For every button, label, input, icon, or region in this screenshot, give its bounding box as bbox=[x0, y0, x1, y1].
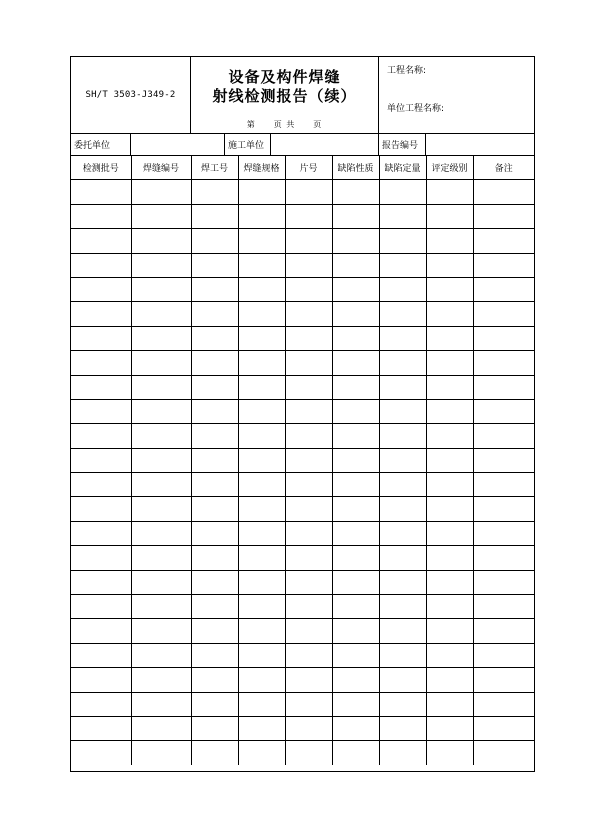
table-cell[interactable] bbox=[191, 277, 238, 301]
project-name-label: 工程名称: bbox=[387, 66, 427, 76]
table-row bbox=[71, 424, 534, 448]
table-cell[interactable] bbox=[426, 497, 473, 521]
table-cell[interactable] bbox=[426, 741, 473, 765]
table-cell[interactable] bbox=[285, 668, 332, 692]
table-cell[interactable] bbox=[191, 497, 238, 521]
table-cell[interactable] bbox=[332, 619, 379, 643]
table-row bbox=[71, 180, 534, 204]
table-cell[interactable] bbox=[71, 326, 131, 350]
table-cell[interactable] bbox=[71, 692, 131, 716]
table-row bbox=[71, 570, 534, 594]
table-cell[interactable] bbox=[379, 668, 426, 692]
table-row bbox=[71, 668, 534, 692]
table-cell[interactable] bbox=[131, 546, 191, 570]
table-cell[interactable] bbox=[285, 619, 332, 643]
table-cell[interactable] bbox=[238, 180, 285, 204]
report-form bbox=[70, 56, 535, 772]
table-cell[interactable] bbox=[379, 546, 426, 570]
sub-project-name-label: 单位工程名称: bbox=[387, 104, 445, 114]
table-cell[interactable] bbox=[473, 448, 534, 472]
table-cell[interactable] bbox=[71, 277, 131, 301]
table-row bbox=[71, 497, 534, 521]
table-cell[interactable] bbox=[473, 595, 534, 619]
table-cell[interactable] bbox=[332, 229, 379, 253]
table-cell[interactable] bbox=[473, 351, 534, 375]
column-header: 焊工号 bbox=[191, 156, 238, 180]
table-cell[interactable] bbox=[285, 399, 332, 423]
table-cell[interactable] bbox=[131, 277, 191, 301]
table-cell[interactable] bbox=[238, 619, 285, 643]
title-block bbox=[191, 57, 379, 133]
table-cell[interactable] bbox=[238, 375, 285, 399]
table-cell[interactable] bbox=[285, 692, 332, 716]
table-cell[interactable] bbox=[238, 302, 285, 326]
table-cell[interactable] bbox=[238, 229, 285, 253]
table-cell[interactable] bbox=[131, 619, 191, 643]
table-cell[interactable] bbox=[332, 351, 379, 375]
table-cell[interactable] bbox=[71, 716, 131, 740]
report-no-label: 报告编号 bbox=[379, 134, 426, 155]
table-cell[interactable] bbox=[332, 302, 379, 326]
table-cell[interactable] bbox=[191, 668, 238, 692]
table-cell[interactable] bbox=[426, 716, 473, 740]
table-cell[interactable] bbox=[426, 546, 473, 570]
table-cell[interactable] bbox=[426, 692, 473, 716]
table-cell[interactable] bbox=[238, 741, 285, 765]
table-cell[interactable] bbox=[238, 668, 285, 692]
table-cell[interactable] bbox=[71, 521, 131, 545]
table-cell[interactable] bbox=[426, 399, 473, 423]
table-cell[interactable] bbox=[473, 497, 534, 521]
table-cell[interactable] bbox=[379, 351, 426, 375]
table-cell[interactable] bbox=[426, 253, 473, 277]
table-cell[interactable] bbox=[473, 253, 534, 277]
table-cell[interactable] bbox=[71, 204, 131, 228]
table-row bbox=[71, 229, 534, 253]
table-cell[interactable] bbox=[191, 253, 238, 277]
table-cell[interactable] bbox=[285, 741, 332, 765]
table-cell[interactable] bbox=[426, 277, 473, 301]
table-header-row bbox=[71, 156, 534, 180]
table-cell[interactable] bbox=[473, 180, 534, 204]
table-cell[interactable] bbox=[191, 570, 238, 594]
table-cell[interactable] bbox=[379, 595, 426, 619]
table-cell[interactable] bbox=[131, 204, 191, 228]
table-cell[interactable] bbox=[332, 668, 379, 692]
table-cell[interactable] bbox=[473, 424, 534, 448]
table-cell[interactable] bbox=[238, 326, 285, 350]
table-cell[interactable] bbox=[332, 180, 379, 204]
table-cell[interactable] bbox=[379, 399, 426, 423]
table-cell[interactable] bbox=[191, 448, 238, 472]
table-cell[interactable] bbox=[131, 570, 191, 594]
table-cell[interactable] bbox=[131, 448, 191, 472]
table-cell[interactable] bbox=[191, 692, 238, 716]
form-title-line2: 射线检测报告（续） bbox=[212, 87, 357, 105]
table-cell[interactable] bbox=[332, 424, 379, 448]
table-cell[interactable] bbox=[238, 253, 285, 277]
table-row bbox=[71, 399, 534, 423]
table-row bbox=[71, 473, 534, 497]
table-cell[interactable] bbox=[426, 351, 473, 375]
table-cell[interactable] bbox=[332, 204, 379, 228]
table-cell[interactable] bbox=[71, 229, 131, 253]
table-cell[interactable] bbox=[379, 692, 426, 716]
table-cell[interactable] bbox=[379, 741, 426, 765]
table-row bbox=[71, 326, 534, 350]
table-cell[interactable] bbox=[238, 399, 285, 423]
table-cell[interactable] bbox=[285, 716, 332, 740]
table-cell[interactable] bbox=[426, 521, 473, 545]
table-cell[interactable] bbox=[426, 643, 473, 667]
table-cell[interactable] bbox=[285, 351, 332, 375]
table-cell[interactable] bbox=[191, 424, 238, 448]
table-cell[interactable] bbox=[191, 180, 238, 204]
column-header: 评定级别 bbox=[426, 156, 473, 180]
table-row bbox=[71, 351, 534, 375]
table-row bbox=[71, 375, 534, 399]
table-cell[interactable] bbox=[285, 570, 332, 594]
table-cell[interactable] bbox=[426, 424, 473, 448]
table-cell[interactable] bbox=[71, 399, 131, 423]
table-cell[interactable] bbox=[71, 375, 131, 399]
table-cell[interactable] bbox=[131, 424, 191, 448]
table-cell[interactable] bbox=[131, 180, 191, 204]
table-cell[interactable] bbox=[71, 302, 131, 326]
table-cell[interactable] bbox=[131, 716, 191, 740]
table-cell[interactable] bbox=[426, 180, 473, 204]
table-cell[interactable] bbox=[426, 326, 473, 350]
table-cell[interactable] bbox=[379, 253, 426, 277]
table-cell[interactable] bbox=[238, 473, 285, 497]
table-row bbox=[71, 595, 534, 619]
table-cell[interactable] bbox=[332, 546, 379, 570]
table-cell[interactable] bbox=[332, 399, 379, 423]
table-cell[interactable] bbox=[379, 716, 426, 740]
table-cell[interactable] bbox=[473, 302, 534, 326]
table-cell[interactable] bbox=[473, 375, 534, 399]
table-cell[interactable] bbox=[332, 448, 379, 472]
table-cell[interactable] bbox=[379, 473, 426, 497]
client-label: 委托单位 bbox=[71, 134, 131, 155]
table-cell[interactable] bbox=[191, 326, 238, 350]
table-cell[interactable] bbox=[473, 643, 534, 667]
table-cell[interactable] bbox=[131, 302, 191, 326]
table-cell[interactable] bbox=[238, 424, 285, 448]
column-header: 缺陷定量 bbox=[379, 156, 426, 180]
column-header: 检测批号 bbox=[71, 156, 131, 180]
table-cell[interactable] bbox=[131, 326, 191, 350]
table-row bbox=[71, 253, 534, 277]
table-cell[interactable] bbox=[332, 741, 379, 765]
table-cell[interactable] bbox=[238, 497, 285, 521]
table-cell[interactable] bbox=[379, 204, 426, 228]
table-row bbox=[71, 741, 534, 765]
table-cell[interactable] bbox=[191, 302, 238, 326]
column-header: 片号 bbox=[285, 156, 332, 180]
table-cell[interactable] bbox=[379, 277, 426, 301]
table-cell[interactable] bbox=[285, 595, 332, 619]
table-cell[interactable] bbox=[285, 424, 332, 448]
form-title-line1: 设备及构件焊缝 bbox=[228, 68, 341, 86]
table-cell[interactable] bbox=[379, 424, 426, 448]
column-header: 备注 bbox=[473, 156, 534, 180]
standard-code: SH/T 3503-J349-2 bbox=[71, 57, 191, 133]
table-cell[interactable] bbox=[426, 473, 473, 497]
table-cell[interactable] bbox=[285, 497, 332, 521]
table-cell[interactable] bbox=[426, 302, 473, 326]
report-no-field[interactable] bbox=[426, 134, 534, 155]
table-cell[interactable] bbox=[191, 229, 238, 253]
table-cell[interactable] bbox=[473, 716, 534, 740]
table-cell[interactable] bbox=[332, 716, 379, 740]
table-cell[interactable] bbox=[379, 326, 426, 350]
table-cell[interactable] bbox=[238, 521, 285, 545]
table-cell[interactable] bbox=[473, 668, 534, 692]
table-cell[interactable] bbox=[379, 521, 426, 545]
table-cell[interactable] bbox=[332, 253, 379, 277]
table-cell[interactable] bbox=[71, 497, 131, 521]
table-row bbox=[71, 546, 534, 570]
table-cell[interactable] bbox=[285, 546, 332, 570]
table-cell[interactable] bbox=[238, 716, 285, 740]
table-cell[interactable] bbox=[379, 180, 426, 204]
table-row bbox=[71, 448, 534, 472]
form-header bbox=[71, 57, 534, 133]
table-cell[interactable] bbox=[332, 643, 379, 667]
table-row bbox=[71, 692, 534, 716]
constructor-field[interactable] bbox=[271, 134, 379, 155]
table-cell[interactable] bbox=[285, 643, 332, 667]
table-cell[interactable] bbox=[473, 741, 534, 765]
table-cell[interactable] bbox=[191, 399, 238, 423]
table-row bbox=[71, 521, 534, 545]
table-cell[interactable] bbox=[131, 668, 191, 692]
table-cell[interactable] bbox=[285, 180, 332, 204]
table-cell[interactable] bbox=[191, 351, 238, 375]
table-cell[interactable] bbox=[285, 277, 332, 301]
table-cell[interactable] bbox=[131, 692, 191, 716]
table-cell[interactable] bbox=[285, 448, 332, 472]
table-cell[interactable] bbox=[71, 351, 131, 375]
table-cell[interactable] bbox=[332, 473, 379, 497]
table-cell[interactable] bbox=[473, 570, 534, 594]
table-cell[interactable] bbox=[131, 351, 191, 375]
table-cell[interactable] bbox=[71, 424, 131, 448]
table-cell[interactable] bbox=[71, 619, 131, 643]
table-cell[interactable] bbox=[379, 570, 426, 594]
column-header: 焊缝规格 bbox=[238, 156, 285, 180]
table-cell[interactable] bbox=[238, 546, 285, 570]
table-cell[interactable] bbox=[71, 643, 131, 667]
page-indicator: 第 页 共 页 bbox=[246, 120, 323, 129]
table-cell[interactable] bbox=[426, 595, 473, 619]
table-cell[interactable] bbox=[238, 448, 285, 472]
table-cell[interactable] bbox=[332, 595, 379, 619]
table-row bbox=[71, 716, 534, 740]
table-cell[interactable] bbox=[332, 692, 379, 716]
table-cell[interactable] bbox=[473, 692, 534, 716]
table-cell[interactable] bbox=[473, 277, 534, 301]
table-cell[interactable] bbox=[285, 229, 332, 253]
table-cell[interactable] bbox=[131, 399, 191, 423]
table-cell[interactable] bbox=[379, 643, 426, 667]
table-cell[interactable] bbox=[426, 229, 473, 253]
table-cell[interactable] bbox=[131, 521, 191, 545]
table-cell[interactable] bbox=[71, 253, 131, 277]
info-row bbox=[71, 133, 534, 155]
table-cell[interactable] bbox=[131, 643, 191, 667]
table-cell[interactable] bbox=[473, 473, 534, 497]
table-cell[interactable] bbox=[285, 326, 332, 350]
table-cell[interactable] bbox=[332, 570, 379, 594]
table-cell[interactable] bbox=[131, 253, 191, 277]
table-cell[interactable] bbox=[71, 473, 131, 497]
table-cell[interactable] bbox=[238, 643, 285, 667]
table-cell[interactable] bbox=[379, 229, 426, 253]
table-cell[interactable] bbox=[285, 302, 332, 326]
table-cell[interactable] bbox=[426, 668, 473, 692]
table-cell[interactable] bbox=[191, 595, 238, 619]
table-cell[interactable] bbox=[191, 473, 238, 497]
table-cell[interactable] bbox=[379, 619, 426, 643]
inspection-table bbox=[71, 155, 534, 765]
constructor-label: 施工单位 bbox=[225, 134, 271, 155]
table-cell[interactable] bbox=[473, 546, 534, 570]
table-cell[interactable] bbox=[131, 497, 191, 521]
table-cell[interactable] bbox=[332, 277, 379, 301]
table-cell[interactable] bbox=[191, 741, 238, 765]
table-row bbox=[71, 277, 534, 301]
table-cell[interactable] bbox=[71, 448, 131, 472]
table-cell[interactable] bbox=[285, 375, 332, 399]
table-cell[interactable] bbox=[131, 741, 191, 765]
table-cell[interactable] bbox=[131, 595, 191, 619]
table-cell[interactable] bbox=[379, 497, 426, 521]
table-cell[interactable] bbox=[71, 546, 131, 570]
table-row bbox=[71, 302, 534, 326]
table-cell[interactable] bbox=[238, 570, 285, 594]
table-cell[interactable] bbox=[71, 741, 131, 765]
table-cell[interactable] bbox=[191, 716, 238, 740]
table-cell[interactable] bbox=[191, 521, 238, 545]
table-row bbox=[71, 204, 534, 228]
table-cell[interactable] bbox=[473, 326, 534, 350]
column-header: 缺陷性质 bbox=[332, 156, 379, 180]
table-cell[interactable] bbox=[191, 619, 238, 643]
table-cell[interactable] bbox=[238, 351, 285, 375]
table-cell[interactable] bbox=[238, 595, 285, 619]
table-cell[interactable] bbox=[426, 619, 473, 643]
table-cell[interactable] bbox=[131, 375, 191, 399]
table-cell[interactable] bbox=[71, 570, 131, 594]
table-cell[interactable] bbox=[285, 473, 332, 497]
table-cell[interactable] bbox=[473, 229, 534, 253]
table-cell[interactable] bbox=[191, 546, 238, 570]
table-cell[interactable] bbox=[285, 521, 332, 545]
table-cell[interactable] bbox=[71, 180, 131, 204]
table-cell[interactable] bbox=[332, 375, 379, 399]
table-cell[interactable] bbox=[332, 326, 379, 350]
table-cell[interactable] bbox=[285, 204, 332, 228]
table-cell[interactable] bbox=[285, 253, 332, 277]
table-cell[interactable] bbox=[191, 375, 238, 399]
table-cell[interactable] bbox=[131, 473, 191, 497]
table-cell[interactable] bbox=[238, 277, 285, 301]
table-cell[interactable] bbox=[379, 448, 426, 472]
table-cell[interactable] bbox=[191, 204, 238, 228]
table-cell[interactable] bbox=[379, 375, 426, 399]
table-cell[interactable] bbox=[71, 595, 131, 619]
table-cell[interactable] bbox=[473, 521, 534, 545]
table-cell[interactable] bbox=[238, 692, 285, 716]
table-cell[interactable] bbox=[238, 204, 285, 228]
table-cell[interactable] bbox=[473, 399, 534, 423]
table-cell[interactable] bbox=[426, 375, 473, 399]
table-cell[interactable] bbox=[379, 302, 426, 326]
table-cell[interactable] bbox=[131, 229, 191, 253]
table-row bbox=[71, 643, 534, 667]
table-cell[interactable] bbox=[473, 619, 534, 643]
table-cell[interactable] bbox=[332, 521, 379, 545]
table-cell[interactable] bbox=[426, 204, 473, 228]
table-cell[interactable] bbox=[332, 497, 379, 521]
table-cell[interactable] bbox=[191, 643, 238, 667]
table-cell[interactable] bbox=[426, 570, 473, 594]
table-cell[interactable] bbox=[473, 204, 534, 228]
table-cell[interactable] bbox=[426, 448, 473, 472]
table-cell[interactable] bbox=[71, 668, 131, 692]
client-field[interactable] bbox=[131, 134, 225, 155]
column-header: 焊缝编号 bbox=[131, 156, 191, 180]
table-row bbox=[71, 619, 534, 643]
